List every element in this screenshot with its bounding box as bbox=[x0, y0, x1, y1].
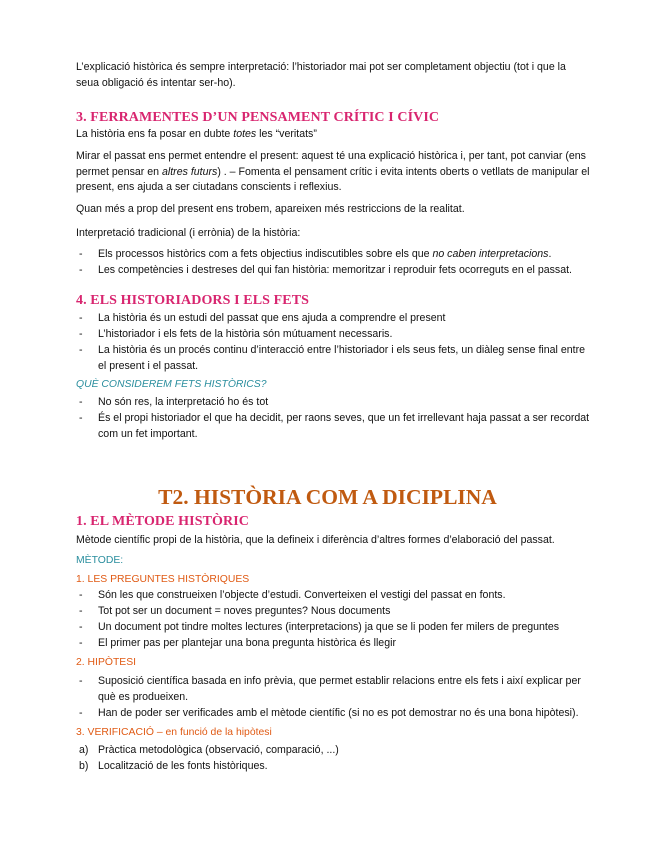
section-3-heading: 3. FERRAMENTES D’UN PENSAMENT CRÍTIC I CÍVIC bbox=[76, 110, 440, 125]
list-item: - Han de poder ser verificades amb el mètode científic (si no es pot demostrar no és una bona hipòtesi). bbox=[76, 705, 593, 721]
list-item: - La història és un estudi del passat que ens ajuda a comprendre el present bbox=[76, 310, 593, 326]
list-item: - La història és un procés continu d’interacció entre l’historiador i els seus fets, un diàleg sense final entre el present i el passat. bbox=[76, 342, 593, 374]
intro-paragraph: L’explicació històrica és sempre interpretació: l’historiador mai pot ser completament objectiu (tot i que la seua obligació és intentar ser-ho). bbox=[76, 61, 566, 89]
list-item: a) Pràctica metodològica (observació, comparació, ...) bbox=[79, 744, 339, 756]
list-item: - Tot pot ser un document = noves preguntes? Nous documents bbox=[76, 603, 593, 619]
step-3-list bbox=[76, 742, 593, 774]
section-4-heading: 4. ELS HISTORIADORS I ELS FETS bbox=[76, 293, 310, 308]
step-1-heading: 1. LES PREGUNTES HISTÒRIQUES bbox=[76, 574, 250, 585]
list-item: - Són les que construeixen l’objecte d’estudi. Converteixen el vestigi del passat en fonts. bbox=[76, 587, 593, 603]
t2-section-1-lead: Mètode científic propi de la història, que la defineix i diferència d’altres formes d’elaboració del passat. bbox=[76, 534, 555, 546]
list-item: - Les competències i destreses del qui fan història: memoritzar i reproduir fets ocorreguts en el passat. bbox=[76, 262, 593, 278]
step-1-list bbox=[76, 587, 593, 651]
step-2-list bbox=[76, 673, 593, 721]
list-item: - És el propi historiador el que ha decidit, per raons seves, que un fet irrellevant haja passat a ser recordat com un fet important. bbox=[76, 410, 593, 442]
list-item: b) Localització de les fonts històriques. bbox=[79, 760, 268, 772]
section-3-paragraph-1: Mirar el passat ens permet entendre el present: aquest té una explicació històrica i, per tant, pot canviar (ens permet pensar en altres futurs) . – Fomenta el pensament crític i evita intents oberts o vetllats de manipular el present, ens ajuda a ser ciutadans conscients i reflexius. bbox=[76, 150, 590, 193]
list-item: - Suposició científica basada en info prèvia, que permet establir relacions entre els fets i així explicar per què es produeixen. bbox=[76, 673, 593, 705]
t2-title: T2. HISTÒRIA COM A DICIPLINA bbox=[158, 485, 497, 509]
step-3-heading: 3. VERIFICACIÓ – en funció de la hipòtesi bbox=[76, 727, 272, 738]
list-item: - El primer pas per plantejar una bona pregunta històrica és llegir bbox=[76, 635, 593, 651]
list-item: - No són res, la interpretació ho és tot bbox=[76, 394, 593, 410]
section-3-lead: La història ens fa posar en dubte totes les “veritats” bbox=[76, 128, 317, 140]
list-item: - Els processos històrics com a fets objectius indiscutibles sobre els que no caben interpretacions. bbox=[76, 246, 593, 262]
list-item: - Un document pot tindre moltes lectures (interpretacions) ja que se li poden fer milers de preguntes bbox=[76, 619, 593, 635]
metode-label: MÈTODE: bbox=[76, 555, 124, 566]
list-item: - L’historiador i els fets de la història són mútuament necessaris. bbox=[76, 326, 593, 342]
section-4-subheading: QUÈ CONSIDEREM FETS HISTÒRICS? bbox=[76, 379, 267, 390]
t2-section-1-heading: 1. EL MÈTODE HISTÒRIC bbox=[76, 514, 249, 529]
section-4-list bbox=[76, 310, 593, 374]
step-2-heading: 2. HIPÒTESI bbox=[76, 657, 137, 668]
section-3-paragraph-3: Interpretació tradicional (i errònia) de la història: bbox=[76, 227, 301, 239]
section-4-sublist bbox=[76, 394, 593, 442]
section-3-list bbox=[76, 246, 593, 278]
section-3-paragraph-2: Quan més a prop del present ens trobem, apareixen més restriccions de la realitat. bbox=[76, 203, 465, 215]
